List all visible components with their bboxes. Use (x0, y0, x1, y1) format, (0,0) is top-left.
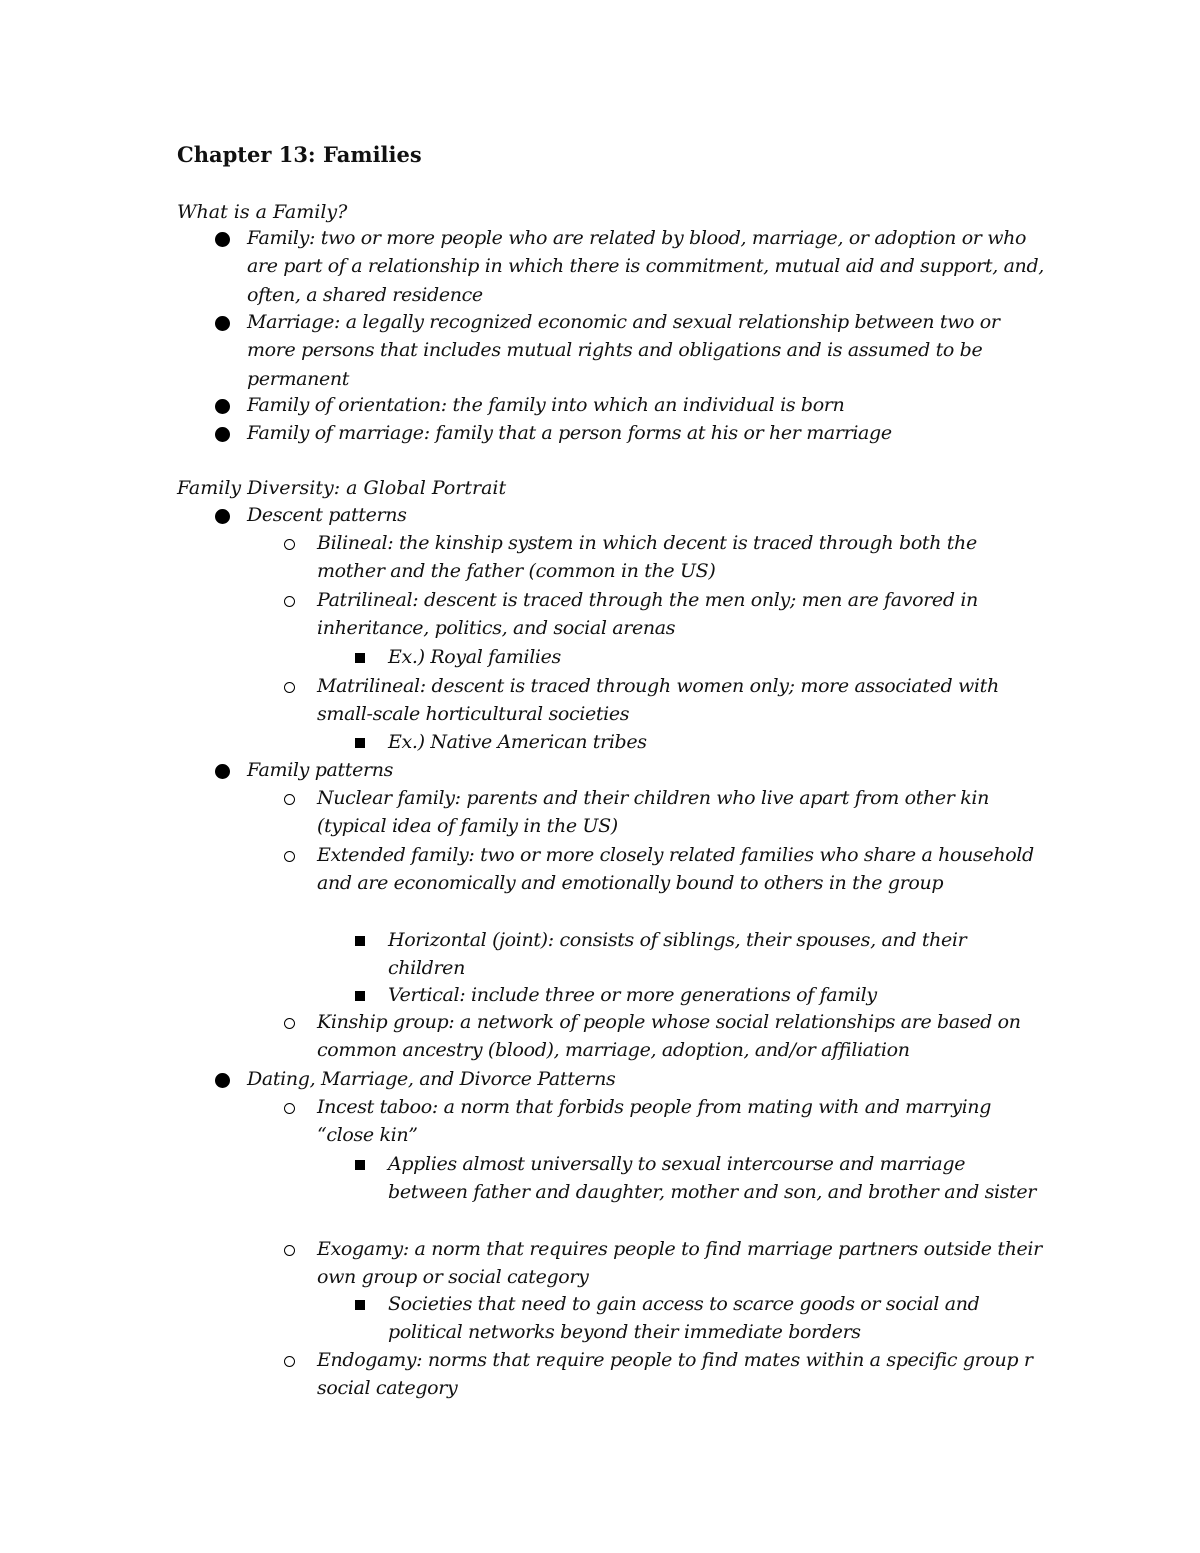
detail-horizontal-joint: Horizontal (joint): consists of siblings, their spouses, and their children (388, 929, 967, 980)
definition-family: Family: two or more people who are related by blood, marriage, or adoption or who are part of a relationship in which there is commitment, mutual aid and support, and, often, a shared residence (247, 227, 1044, 306)
subitem-exogamy: Exogamy: a norm that requires people to find marriage partners outside their own group or social category (317, 1238, 1042, 1289)
subitem-patrilineal: Patrilineal: descent is traced through the men only; men are favored in inheritance, politics, and social arenas (317, 589, 978, 640)
definition-family-of-orientation: Family of orientation: the family into which an individual is born (247, 394, 845, 416)
bullet-disc-icon (215, 316, 230, 331)
bullet-square-icon (355, 738, 365, 748)
bullet-circle-icon (284, 794, 295, 805)
detail-vertical: Vertical: include three or more generations of family (388, 984, 877, 1006)
bullet-circle-icon (284, 1356, 295, 1367)
subitem-matrilineal: Matrilineal: descent is traced through women only; more associated with small-scale horticultural societies (317, 675, 999, 726)
section-heading-what-is-a-family: What is a Family? (177, 201, 348, 223)
page-title: Chapter 13: Families (177, 142, 422, 167)
bullet-disc-icon (215, 232, 230, 247)
bullet-circle-icon (284, 682, 295, 693)
bullet-disc-icon (215, 427, 230, 442)
group-label-dating-marriage-divorce: Dating, Marriage, and Divorce Patterns (247, 1068, 616, 1090)
bullet-square-icon (355, 653, 365, 663)
bullet-square-icon (355, 1160, 365, 1170)
bullet-disc-icon (215, 509, 230, 524)
bullet-circle-icon (284, 596, 295, 607)
bullet-disc-icon (215, 764, 230, 779)
bullet-circle-icon (284, 851, 295, 862)
detail-incest-applies: Applies almost universally to sexual intercourse and marriage between father and daughter, mother and son, and brother and sister (388, 1153, 1037, 1204)
subitem-bilineal: Bilineal: the kinship system in which decent is traced through both the mother and the father (common in the US) (317, 532, 977, 583)
bullet-disc-icon (215, 399, 230, 414)
subitem-kinship-group: Kinship group: a network of people whose social relationships are based on common ancestry (blood), marriage, adoption, and/or affiliation (317, 1011, 1021, 1062)
subitem-incest-taboo: Incest taboo: a norm that forbids people from mating with and marrying “close kin” (317, 1096, 992, 1147)
group-label-descent-patterns: Descent patterns (247, 504, 407, 526)
detail-royal-families: Ex.) Royal families (388, 646, 561, 668)
bullet-square-icon (355, 936, 365, 946)
detail-native-american-tribes: Ex.) Native American tribes (388, 731, 647, 753)
detail-exogamy-societies: Societies that need to gain access to scarce goods or social and political networks beyond their immediate borders (388, 1293, 980, 1344)
subitem-extended-family: Extended family: two or more closely related families who share a household and are economically and emotionally bound to others in the group (317, 844, 1034, 895)
bullet-square-icon (355, 1300, 365, 1310)
bullet-circle-icon (284, 1018, 295, 1029)
subitem-endogamy: Endogamy: norms that require people to find mates within a specific group r social category (317, 1349, 1033, 1400)
definition-marriage: Marriage: a legally recognized economic and sexual relationship between two or more persons that includes mutual rights and obligations and is assumed to be permanent (247, 311, 1000, 390)
section-heading-family-diversity: Family Diversity: a Global Portrait (177, 477, 507, 499)
bullet-circle-icon (284, 1103, 295, 1114)
subitem-nuclear-family: Nuclear family: parents and their children who live apart from other kin (typical idea of family in the US) (317, 787, 989, 838)
bullet-circle-icon (284, 1245, 295, 1256)
bullet-square-icon (355, 991, 365, 1001)
definition-family-of-marriage: Family of marriage: family that a person forms at his or her marriage (247, 422, 892, 444)
bullet-disc-icon (215, 1073, 230, 1088)
group-label-family-patterns: Family patterns (247, 759, 393, 781)
bullet-circle-icon (284, 539, 295, 550)
